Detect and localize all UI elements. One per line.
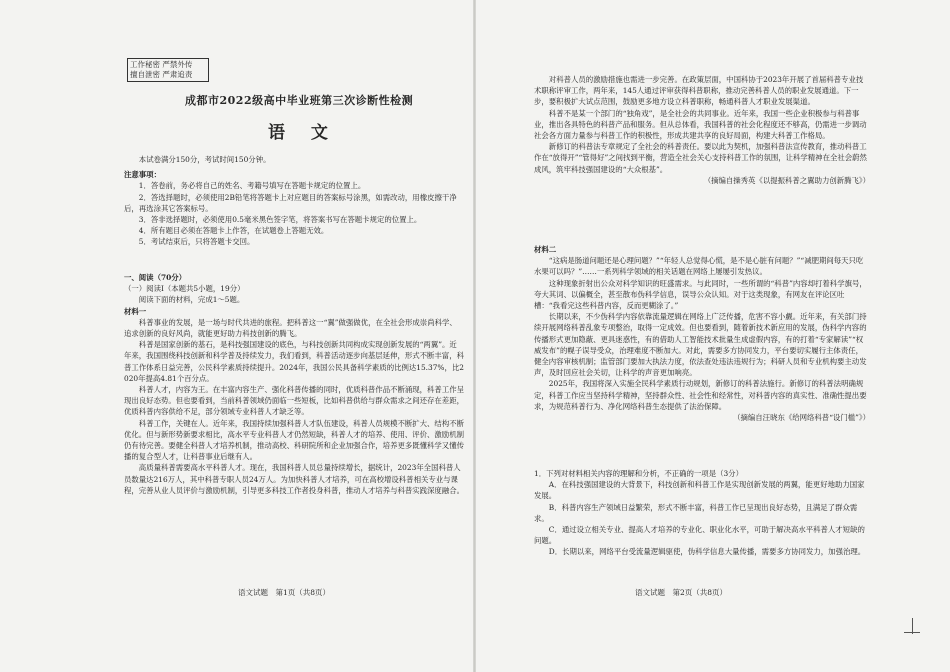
question-option: B．科普内容生产领域日益繁荣，形式不断丰富，科普工作已呈现出良好态势，且满足了群众需求。: [534, 502, 858, 523]
confidential-notice-box: [127, 58, 209, 82]
body-paragraph: 2025年，我国将深入实施全民科学素质行动规划，新修订的科普法施行。新修订的科普法明确规定，科普工作应当坚持科学精神，坚持群众性、社会性和经常性，对科普内容的真实性、准确性提出要求，为规范科普行为、净化网络科普生态提供了法治保障。: [534, 379, 867, 411]
exam-title: 成都市2022级高中毕业班第三次诊断性检测: [185, 94, 414, 107]
body-paragraph: 科普工作，关键在人。近年来，我国持续加强科普人才队伍建设，科普人员规模不断扩大、结构不断优化。但与新形势新要求相比，高水平专业科普人才仍然短缺，科普人才的培养、使用、评价、激励机制仍有待完善。要健全科普人才培养机制，推动高校、科研院所和企业加强合作，培养更多既懂科学又懂传播的复合型人才，让科普事业后继有人。: [124, 418, 464, 462]
body-paragraph: 新修订的科普法专章规定了全社会的科普责任。要以此为契机，加强科普法宣传教育，推动科普工作在“放得开”“管得好”之间找到平衡，营造全社会关心支持科普工作的氛围，让科学精神在全社会蔚然成风，筑牢科技强国建设的“大众根基”。: [534, 142, 867, 174]
question-block: [534, 468, 870, 558]
material-label: 材料二: [534, 245, 557, 254]
note-item: 5．考试结束后，只将答题卡交回。: [138, 237, 255, 247]
reading-instruction: 阅读下面的材料，完成1～5题。: [138, 295, 245, 305]
notice-line: 擅自泄密 严肃追责: [130, 70, 193, 79]
body-paragraph: 对科普人员的激励措施也需进一步完善。在政策层面，中国科协于2023年开展了首届科普专业技术职称评审工作，两年来，145人通过评审获得科普职称，推动完善科普人员的职业发展通道。下一步，要积极扩大试点范围，鼓励更多地方设立科普职称，畅通科普人才职业发展渠道。: [534, 75, 864, 107]
body-paragraph: 科普不是某一个部门的“独角戏”，是全社会的共同事业。近年来，我国一些企业积极参与科普事业，推出各具特色的科普产品和服务。但从总体看，我国科普的社会化程度还不够高，仍需进一步调动社会各方面力量参与科普工作的积极性，形成共建共享的良好局面，构建大科普工作格局。: [534, 108, 867, 141]
section-heading: 一、阅读（70分）: [124, 273, 187, 282]
note-item: 2．答选择题时，必须使用2B铅笔将答题卡上对应题目的答案标号涂黑，如需改动，用橡皮擦干净后，再选涂其它答案标号。: [124, 192, 457, 213]
body-paragraph: 这种现象折射出公众对科学知识的旺盛需求。与此同时，一些所谓的“科普”内容却打着科学旗号，夸大其词、以偏概全，甚至散布伪科学信息，误导公众认知。对于这类现象，有网友在评论区吐槽：“我看完这些科普内容，反而更糊涂了。”: [534, 278, 867, 311]
exam-info: 本试卷满分150分，考试时间150分钟。: [138, 155, 271, 164]
source-citation: （摘编自操秀英《以提振科普之翼助力创新腾飞》）: [703, 175, 870, 185]
exam-info-block: [124, 154, 464, 248]
reading-section: [124, 272, 464, 496]
note-item: 3．答非选择题时，必须使用0.5毫米黑色签字笔，将答案书写在答题卡规定的位置上。: [138, 215, 422, 225]
material-two-block: [534, 244, 870, 423]
page-footer: 语文试题 第1页（共8页）: [238, 588, 331, 597]
crop-mark: [904, 632, 920, 633]
source-citation: （摘编自汪晓东《给网络科普“设门槛”》）: [733, 413, 870, 423]
notes-title: 注意事项：: [124, 170, 161, 180]
question-option: C．通过设立相关专业、提高人才培养的专业化、职业化水平，可助于解决高水平科普人才短缺的问题。: [534, 525, 865, 546]
body-paragraph: 科普是国家创新的基石，是科技强国建设的底色，与科技创新共同构成实现创新发展的“两翼”。近年来，我国围绕科技创新和科学普及持续发力，我们看到，科普活动逐步向基层延伸，形式不断丰富，科普工作体系日益完善，公民科学素质持续提升。2024年，我国公民具备科学素质的比例达15.37%，比2020年提高4.81个百分点。: [124, 340, 464, 383]
notice-line: 工作秘密 严禁外传: [130, 60, 193, 69]
question-stem: 1．下列对材料相关内容的理解和分析，不正确的一项是（3分）: [534, 469, 743, 478]
question-option: D．长期以来，网络平台受流量逻辑驱使，伪科学信息大量传播，需要多方协同发力，加强治理。: [548, 547, 866, 557]
question-option: A．在科技强国建设的大背景下，科技创新和科普工作是实现创新发展的两翼，能更好地助力国家发展。: [534, 480, 865, 501]
body-paragraph: “这病是肠道问题还是心理问题？”“年轻人总觉得心慌，是不是心脏有问题？”“减肥期间每天只吃水果可以吗？”……一系列科学领域的相关话题在网络上屡屡引发热议。: [534, 256, 864, 277]
body-paragraph: 长期以来，不少伪科学内容依靠流量逻辑在网络上广泛传播，危害不容小觑。近年来，有关部门持续开展网络科普乱象专项整治，取得一定成效。但也要看到，随着新技术新应用的发展，伪科学内容的传播形式更加隐蔽、更具迷惑性，有的借助人工智能技术批量生成虚假内容，有的打着“专家解读”“权威发布”的幌子误导受众，治理难度不断加大。对此，需要多方协同发力，平台要切实履行主体责任，健全内容审核机制；监管部门要加大执法力度，依法查处违法违规行为；科研人员和专业机构要主动发声，及时回应社会关切，让科学的声音更加响亮。: [534, 312, 867, 378]
note-item: 1．答卷前，务必将自己的姓名、考籍号填写在答题卡规定的位置上。: [138, 181, 366, 191]
body-paragraph: 高质量科普需要高水平科普人才。现在，我国科普人员总量持续增长，据统计，2023年全国科普人员数量达216万人，其中科普专职人员24万人。为加快科普人才培养，可在高校增设科普相关专业与课程，完善从业人员评价与激励机制，引导更多科技工作者投身科普，推动人才培养与科普实践深度融合。: [124, 463, 464, 495]
note-item: 4．所有题目必须在答题卡上作答，在试题卷上答题无效。: [138, 226, 329, 236]
right-top-block: [534, 74, 870, 186]
body-paragraph: 科普事业的发展，是一场与时代共进的旅程。把科普这一“翼”做强做优，在全社会形成崇尚科学、追求创新的良好风尚，就能更好助力科技创新的腾飞。: [124, 317, 457, 339]
body-paragraph: 科普人才，内容为王。在丰富内容生产、强化科普传播的同时，优质科普作品不断涌现，科普工作呈现出良好态势。但也要看到，当前科普领域仍面临一些短板，比如科普供给与群众需求之间还存在差距，优质科普内容供给不足，部分领域专业科普人才缺乏等。: [124, 385, 464, 417]
subsection-heading: （一）阅读Ⅰ（本题共5小题，19分）: [124, 284, 245, 294]
page-footer: 语文试题 第2页（共8页）: [635, 588, 728, 597]
material-label: 材料一: [124, 306, 147, 316]
right-page: [475, 0, 950, 672]
subject-title: 语 文: [268, 123, 338, 143]
